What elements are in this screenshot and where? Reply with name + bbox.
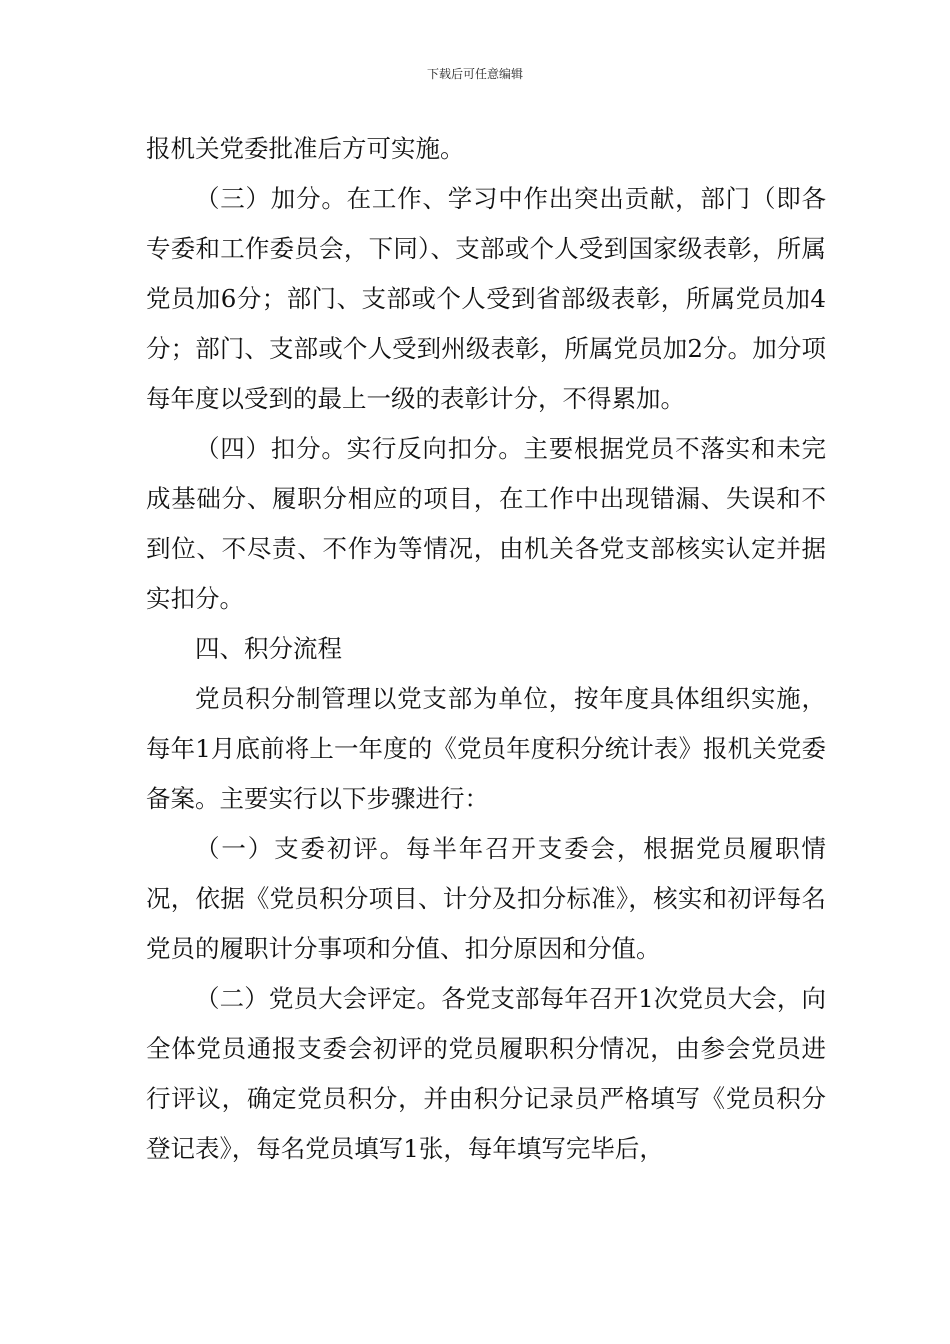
- paragraph-committee-review: （一）支委初评。每半年召开支委会，根据党员履职情况，依据《党员积分项目、计分及扣分标准》，核实和初评每名党员的履职计分事项和分值、扣分原因和分值。: [146, 834, 826, 963]
- paragraph-continuation: 报机关党委批准后方可实施。: [146, 134, 465, 163]
- paragraph-process-intro: 党员积分制管理以党支部为单位，按年度具体组织实施，每年1月底前将上一年度的《党员年度积分统计表》报机关党委备案。主要实行以下步骤进行：: [146, 684, 826, 813]
- section-heading-process: 四、积分流程: [195, 634, 342, 663]
- page-header: 下载后可任意编辑: [426, 67, 523, 81]
- paragraph-bonus-points: （三）加分。在工作、学习中作出突出贡献，部门（即各专委和工作委员会，下同）、支部或个人受到国家级表彰，所属党员加6分；部门、支部或个人受到省部级表彰，所属党员加4分；部门、支部或个人受到州级表彰，所属党员加2分。加分项每年度以受到的最上一级的表彰计分，不得累加。: [146, 184, 826, 413]
- document-body: [146, 124, 826, 1174]
- paragraph-general-meeting: （二）党员大会评定。各党支部每年召开1次党员大会，向全体党员通报支委会初评的党员履职积分情况，由参会党员进行评议，确定党员积分，并由积分记录员严格填写《党员积分登记表》，每名党员填写1张，每年填写完毕后，: [146, 984, 826, 1163]
- paragraph-deduction: （四）扣分。实行反向扣分。主要根据党员不落实和未完成基础分、履职分相应的项目，在工作中出现错漏、失误和不到位、不尽责、不作为等情况，由机关各党支部核实认定并据实扣分。: [146, 434, 826, 613]
